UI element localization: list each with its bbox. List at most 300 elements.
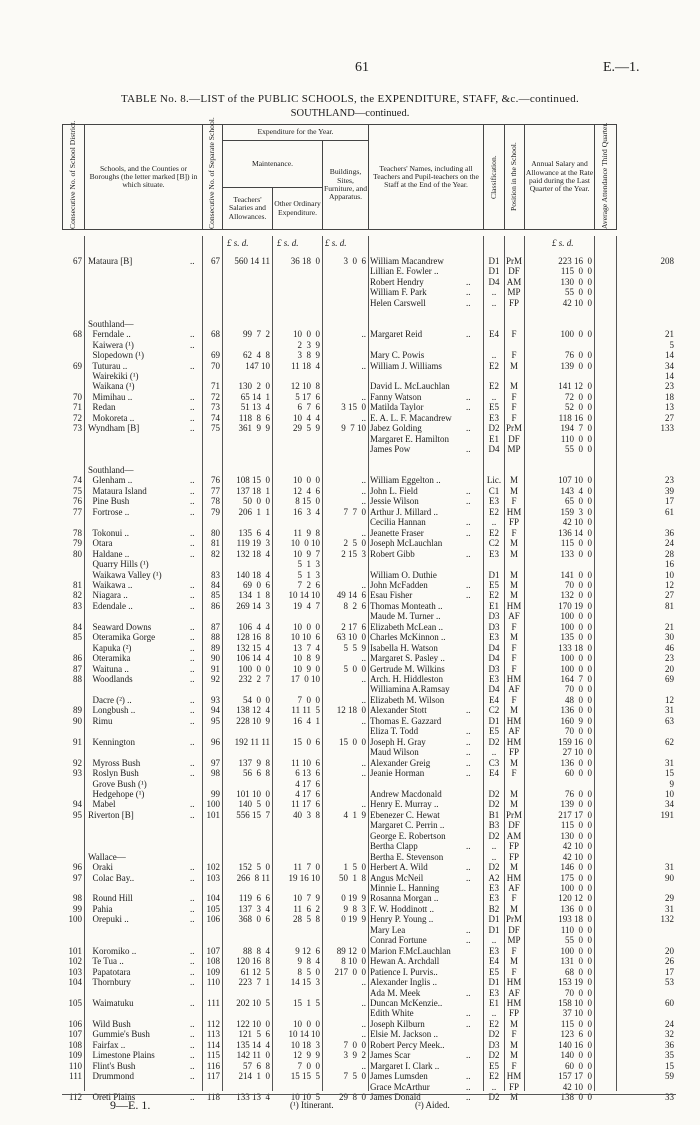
position-value: F [511,412,517,423]
classification-value: D3 [488,621,500,632]
teacher-name: Williamina A.Ramsay [370,684,450,695]
school-name: Rimu [88,715,113,726]
teachers-salaries-value: 57 6 8 [243,1060,270,1071]
table-row [62,371,676,381]
school-number: 116 [206,1060,220,1071]
teacher-name: Esau Fisher [370,590,413,601]
school-name: Myross Bush [88,757,141,768]
school-number: 90 [211,653,220,664]
district-number: 84 [73,621,82,632]
position-value: M [509,381,518,392]
teacher-name: Maud Wilson [370,747,419,758]
attendance-value: 29 [665,893,674,904]
teacher-leader-dots: .. [466,726,471,737]
school-name: Drummond [88,1071,134,1082]
attendance-value: 23 [665,475,674,486]
attendance-value: 20 [665,945,674,956]
school-number: 67 [211,256,220,266]
teacher-leader-dots: .. [466,1071,471,1082]
attendance-value: 81 [665,600,674,611]
teacher-name: Jabez Golding [370,423,422,434]
table-row [62,528,676,538]
school-number: 80 [211,527,220,538]
salary-value: 42 10 0 [562,297,592,308]
school-name: Hedgehope (¹) [88,788,145,799]
school-leader-dots: .. [190,339,195,350]
school-number: 89 [211,642,220,653]
attendance-value: 18 [665,391,674,402]
teacher-name: James Scar [370,1050,411,1061]
school-name: Orepuki .. [88,914,129,925]
school-name: Haldane .. [88,548,130,559]
table-row [62,423,676,433]
school-number: 93 [211,694,220,705]
school-name: Seaward Downs [88,621,152,632]
teacher-name: William J. Williams [370,360,442,371]
teachers-salaries-value: 152 5 0 [238,862,270,873]
table-row [62,580,676,590]
position-value: PrM [505,809,522,820]
school-leader-dots: .. [190,977,195,988]
table-row [62,1050,676,1060]
teacher-name: Bertha Clapp [370,841,418,852]
teacher-name: Margaret E. Hamilton [370,433,450,444]
salary-value: 170 19 0 [558,600,592,611]
attendance-value: 27 [665,412,674,423]
teacher-name: Eliza T. Todd [370,726,419,737]
school-name: Edendale .. [88,600,133,611]
other-expenditure-value: 10 8 9 [293,653,320,664]
classification-value: D3 [488,611,500,622]
salary-value: 60 0 0 [565,1060,592,1071]
position-value: AM [506,830,522,841]
attendance-value: 28 [665,548,674,559]
teacher-leader-dots: .. [466,444,471,455]
table-row [62,643,676,653]
salary-value: 120 12 0 [558,893,592,904]
school-number: 75 [211,423,220,434]
position-value: M [509,538,518,549]
teacher-name: Marion F.McLauchlan [370,945,451,956]
school-number: 115 [206,1050,220,1061]
table-row [62,1071,676,1081]
position-value: FP [508,517,519,528]
teacher-name: Elizabeth McLean .. [370,621,443,632]
school-leader-dots: .. [190,485,195,496]
buildings-value: 2 5 0 [343,538,366,549]
teacher-name: William Eggelton .. [370,475,441,486]
other-expenditure-value: 10 18 3 [290,1039,320,1050]
district-number: 72 [73,412,82,423]
district-number: 111 [69,1071,82,1082]
classification-value: .. [491,517,497,528]
table-row [62,925,676,935]
attendance-value: 46 [665,642,674,653]
classification-value: E3 [489,412,499,423]
attendance-value: 26 [665,956,674,967]
table-row [62,873,676,883]
school-number: 70 [211,360,220,371]
teachers-salaries-value: 135 14 4 [236,1039,270,1050]
attendance-value: 33 [665,1092,674,1102]
school-number: 109 [206,966,220,977]
salary-value: 223 16 0 [558,256,592,266]
attendance-value: 9 [669,778,674,789]
school-name: Wyndham [B] [88,423,140,434]
district-number: 112 [68,1092,82,1102]
school-leader-dots: .. [190,653,195,664]
school-number: 97 [211,757,220,768]
salary-value: 100 0 0 [560,611,592,622]
teacher-name: Henry E. Murray .. [370,799,439,810]
table-row [62,601,676,611]
district-number: 108 [68,1039,82,1050]
classification-value: D4 [488,444,500,455]
classification-value: D2 [488,788,500,799]
teacher-leader-dots: .. [466,872,471,883]
salary-value: 139 0 0 [560,799,592,810]
other-expenditure-value: 10 9 0 [293,663,320,674]
salary-value: 141 0 0 [560,569,592,580]
teacher-name: Duncan McKenzie.. [370,997,443,1008]
salary-value: 130 0 0 [560,276,592,287]
buildings-value: .. [361,1029,366,1040]
teachers-salaries-value: 100 0 0 [238,663,270,674]
buildings-value: 12 18 0 [336,705,366,716]
teacher-name: Helen Carswell [370,297,426,308]
position-value: M [509,1050,518,1061]
school-leader-dots: .. [190,862,195,873]
attendance-value: 31 [665,705,674,716]
teacher-name: Thomas E. Gazzard [370,715,442,726]
salary-value: 100 0 0 [560,883,592,893]
teacher-name: George E. Robertson [370,830,446,841]
buildings-value: .. [361,757,366,768]
teachers-salaries-value: 232 2 7 [238,674,270,684]
classification-value: .. [491,841,497,852]
salary-value: 70 0 0 [565,684,592,695]
school-number: 112 [206,1018,220,1029]
position-value: HM [506,736,522,747]
school-number: 99 [211,788,220,799]
attendance-value: 14 [665,350,674,361]
table-row [62,904,676,914]
classification-value: D4 [488,653,500,664]
other-expenditure-value: 7 2 6 [297,579,320,590]
attendance-value: 34 [665,360,674,371]
teachers-salaries-value: 137 18 1 [236,485,270,496]
attendance-value: 12 [665,694,674,705]
attendance-value: 208 [660,256,674,266]
teacher-name: Fanny Watson [370,391,422,402]
position-value: M [509,799,518,810]
school-name: Gummie's Bush [88,1029,150,1040]
teacher-name: Cecilia Hannan [370,517,426,528]
unit-buildings: £ s. d. [325,238,347,248]
header-position: Position in the School. [509,142,519,212]
school-name: Tokonui .. [88,527,129,538]
header-attendance: Average Attendance Third Quarter. [600,122,610,229]
classification-value: B3 [488,820,500,831]
salary-value: 143 4 0 [560,485,592,496]
school-leader-dots: .. [190,360,195,371]
teacher-leader-dots: .. [466,757,471,768]
other-expenditure-value: 11 7 0 [293,862,320,873]
position-value: F [511,1029,517,1040]
other-expenditure-value: 11 6 2 [293,903,320,914]
school-leader-dots: .. [190,1018,195,1029]
buildings-value: 89 12 0 [336,945,366,956]
school-name: Mimihau .. [88,391,133,402]
teacher-leader-dots: .. [466,287,471,298]
district-number: 104 [68,977,82,988]
other-expenditure-value: 17 0 10 [290,674,320,684]
school-number: 110 [206,977,220,988]
buildings-value: 9 8 3 [343,903,366,914]
teachers-salaries-value: 106 4 4 [238,621,270,632]
school-number: 87 [211,621,220,632]
school-name: Ferndale .. [88,329,131,340]
teacher-name: Mary C. Powis [370,350,425,361]
other-expenditure-value: 5 1 3 [297,569,320,580]
table-row [62,549,676,559]
school-name: Oreti Plains [88,1092,136,1102]
school-name: Slopedown (¹) [88,350,144,361]
table-row [62,695,676,705]
teachers-salaries-value: 266 8 11 [236,872,270,883]
school-name: Roslyn Bush [88,768,139,779]
attendance-value: 63 [665,715,674,726]
teachers-salaries-value: 121 5 6 [238,1029,270,1040]
salary-value: 194 7 0 [560,423,592,434]
attendance-value: 20 [665,663,674,674]
other-expenditure-value: 10 0 0 [293,475,320,486]
school-name: Waikawa Valley (¹) [88,569,162,580]
position-value: DF [508,924,520,935]
teacher-leader-dots: .. [466,768,471,779]
attendance-value: 69 [665,674,674,684]
buildings-value: .. [361,475,366,486]
table-row [62,779,676,789]
salary-value: 72 0 0 [565,391,592,402]
other-expenditure-value: 10 14 10 [288,1029,320,1040]
attendance-value: 23 [665,381,674,392]
other-expenditure-value: 5 17 6 [295,391,320,402]
buildings-value: 7 5 0 [343,1071,366,1082]
school-number: 95 [211,715,220,726]
salary-value: 136 14 0 [558,527,592,538]
teacher-name: Grace McArthur [370,1081,430,1092]
buildings-value: 5 0 0 [343,663,366,674]
position-value: HM [506,715,522,726]
district-number: 83 [73,600,82,611]
position-value: HM [506,600,522,611]
classification-value: .. [491,851,497,862]
teacher-leader-dots: .. [466,423,471,434]
table-row [62,434,676,444]
classification-value: D1 [488,914,500,925]
other-expenditure-value: 16 4 1 [293,715,320,726]
district-number: 67 [73,256,82,266]
position-value: FP [508,841,519,852]
table-row [62,883,676,893]
salary-value: 133 0 0 [560,548,592,559]
buildings-value: 3 0 6 [343,256,366,266]
school-name: Kaiwera (¹) [88,339,134,350]
classification-value: D4 [488,642,500,653]
position-value: MP [507,935,521,946]
school-number: 98 [211,768,220,779]
position-value: M [509,1039,518,1050]
teacher-leader-dots: .. [466,1018,471,1029]
classification-value: .. [491,350,497,361]
teachers-salaries-value: 50 0 0 [243,496,270,507]
district-number: 109 [68,1050,82,1061]
classification-value: C2 [488,705,500,716]
school-name: Southland— [88,465,134,475]
teacher-leader-dots: .. [466,590,471,601]
classification-value: D2 [488,862,500,873]
school-number: 113 [206,1029,220,1040]
school-number: 78 [211,496,220,507]
other-expenditure-value: 9 8 4 [297,956,320,967]
teacher-name: Ada M. Meek [370,987,421,998]
other-expenditure-value: 10 0 0 [293,1018,320,1029]
teacher-name: William O. Duthie [370,569,437,580]
teacher-name: Edith White [370,1008,414,1019]
district-number: 105 [68,997,82,1008]
table-row [62,590,676,600]
school-number: 96 [211,736,220,747]
other-expenditure-value: 8 15 0 [295,496,320,507]
teacher-name: E. A. L. F. Macandrew [370,412,452,423]
school-number: 86 [211,600,220,611]
position-value: F [511,966,517,977]
salary-value: 136 0 0 [560,903,592,914]
school-number: 94 [211,705,220,716]
district-number: 92 [73,757,82,768]
position-value: M [509,705,518,716]
position-value: FP [508,1081,519,1092]
classification-value: .. [491,1008,497,1019]
classification-value: .. [491,297,497,308]
position-value: M [509,590,518,601]
school-leader-dots: .. [190,956,195,967]
buildings-value: .. [361,694,366,705]
table-row [62,298,676,308]
attendance-value: 13 [665,402,674,413]
school-name: Flint's Bush [88,1060,136,1071]
classification-value: E2 [489,506,499,517]
salary-value: 158 10 0 [558,997,592,1008]
school-name: Fortrose .. [88,506,130,517]
classification-value: D1 [488,256,500,266]
other-expenditure-value: 16 3 4 [293,506,320,517]
salary-value: 65 0 0 [565,496,592,507]
district-number: 74 [73,475,82,486]
school-leader-dots: .. [190,423,195,434]
classification-value: D1 [488,715,500,726]
buildings-value: 7 0 0 [343,1039,366,1050]
classification-value: D2 [488,830,500,841]
attendance-value: 31 [665,757,674,768]
school-leader-dots: .. [190,1039,195,1050]
teachers-salaries-value: 269 14 3 [236,600,270,611]
salary-value: 153 19 0 [558,977,592,988]
teachers-salaries-value: 106 14 4 [236,653,270,664]
position-value: HM [506,506,522,517]
table-row [62,862,676,872]
buildings-value: .. [361,653,366,664]
table-row [62,611,676,621]
teachers-salaries-value: 202 10 5 [236,997,270,1008]
position-value: FP [508,747,519,758]
classification-value: D2 [488,1050,500,1061]
attendance-value: 53 [665,977,674,988]
salary-value: 42 10 0 [562,1081,592,1092]
school-number: 100 [206,799,220,810]
teacher-leader-dots: .. [466,862,471,873]
teacher-leader-dots: .. [466,391,471,402]
teacher-name: John L. Field [370,485,418,496]
classification-value: E2 [489,590,499,601]
attendance-value: 31 [665,903,674,914]
district-number: 88 [73,674,82,684]
buildings-value: .. [361,768,366,779]
table-row [62,977,676,987]
footnote-aided: (²) Aided. [415,1100,450,1110]
school-number: 101 [206,809,220,820]
other-expenditure-value: 36 18 0 [290,256,320,266]
school-name: Oraki [88,862,113,873]
classification-value: E5 [489,966,499,977]
salary-value: 55 0 0 [565,935,592,946]
attendance-value: 27 [665,590,674,601]
buildings-value: 217 0 0 [334,966,366,977]
teacher-leader-dots: .. [466,276,471,287]
school-name: Kennington [88,736,135,747]
buildings-value: .. [361,799,366,810]
school-number: 106 [206,914,220,925]
school-leader-dots: .. [190,600,195,611]
attendance-value: 36 [665,1039,674,1050]
district-number: 85 [73,632,82,643]
school-name: Woodlands [88,674,133,684]
position-value: F [511,402,517,413]
table-row [62,538,676,548]
position-value: F [511,653,517,664]
school-number: 83 [211,569,220,580]
other-expenditure-value: 12 4 6 [293,485,320,496]
classification-value: E2 [489,1071,499,1082]
salary-value: 100 0 0 [560,945,592,956]
teacher-name: Andrew Macdonald [370,788,442,799]
attendance-value: 191 [660,809,674,820]
other-expenditure-value: 11 11 5 [291,705,320,716]
school-number: 91 [211,663,220,674]
teacher-name: Patience I. Purvis.. [370,966,438,977]
table-row [62,622,676,632]
buildings-value: .. [361,997,366,1008]
buildings-value: 1 5 0 [343,862,366,873]
footnote-itinerant: (¹) Itinerant. [290,1100,334,1110]
header-teachers-names: Teachers' Names, including all Teachers and Pupil-teachers on the Staff at the End of the Year. [369,125,484,230]
table-row [62,893,676,903]
teachers-salaries-value: 134 1 8 [238,590,270,601]
classification-value: .. [491,935,497,946]
teacher-leader-dots: .. [466,1008,471,1019]
teachers-salaries-value: 119 19 3 [236,538,270,549]
